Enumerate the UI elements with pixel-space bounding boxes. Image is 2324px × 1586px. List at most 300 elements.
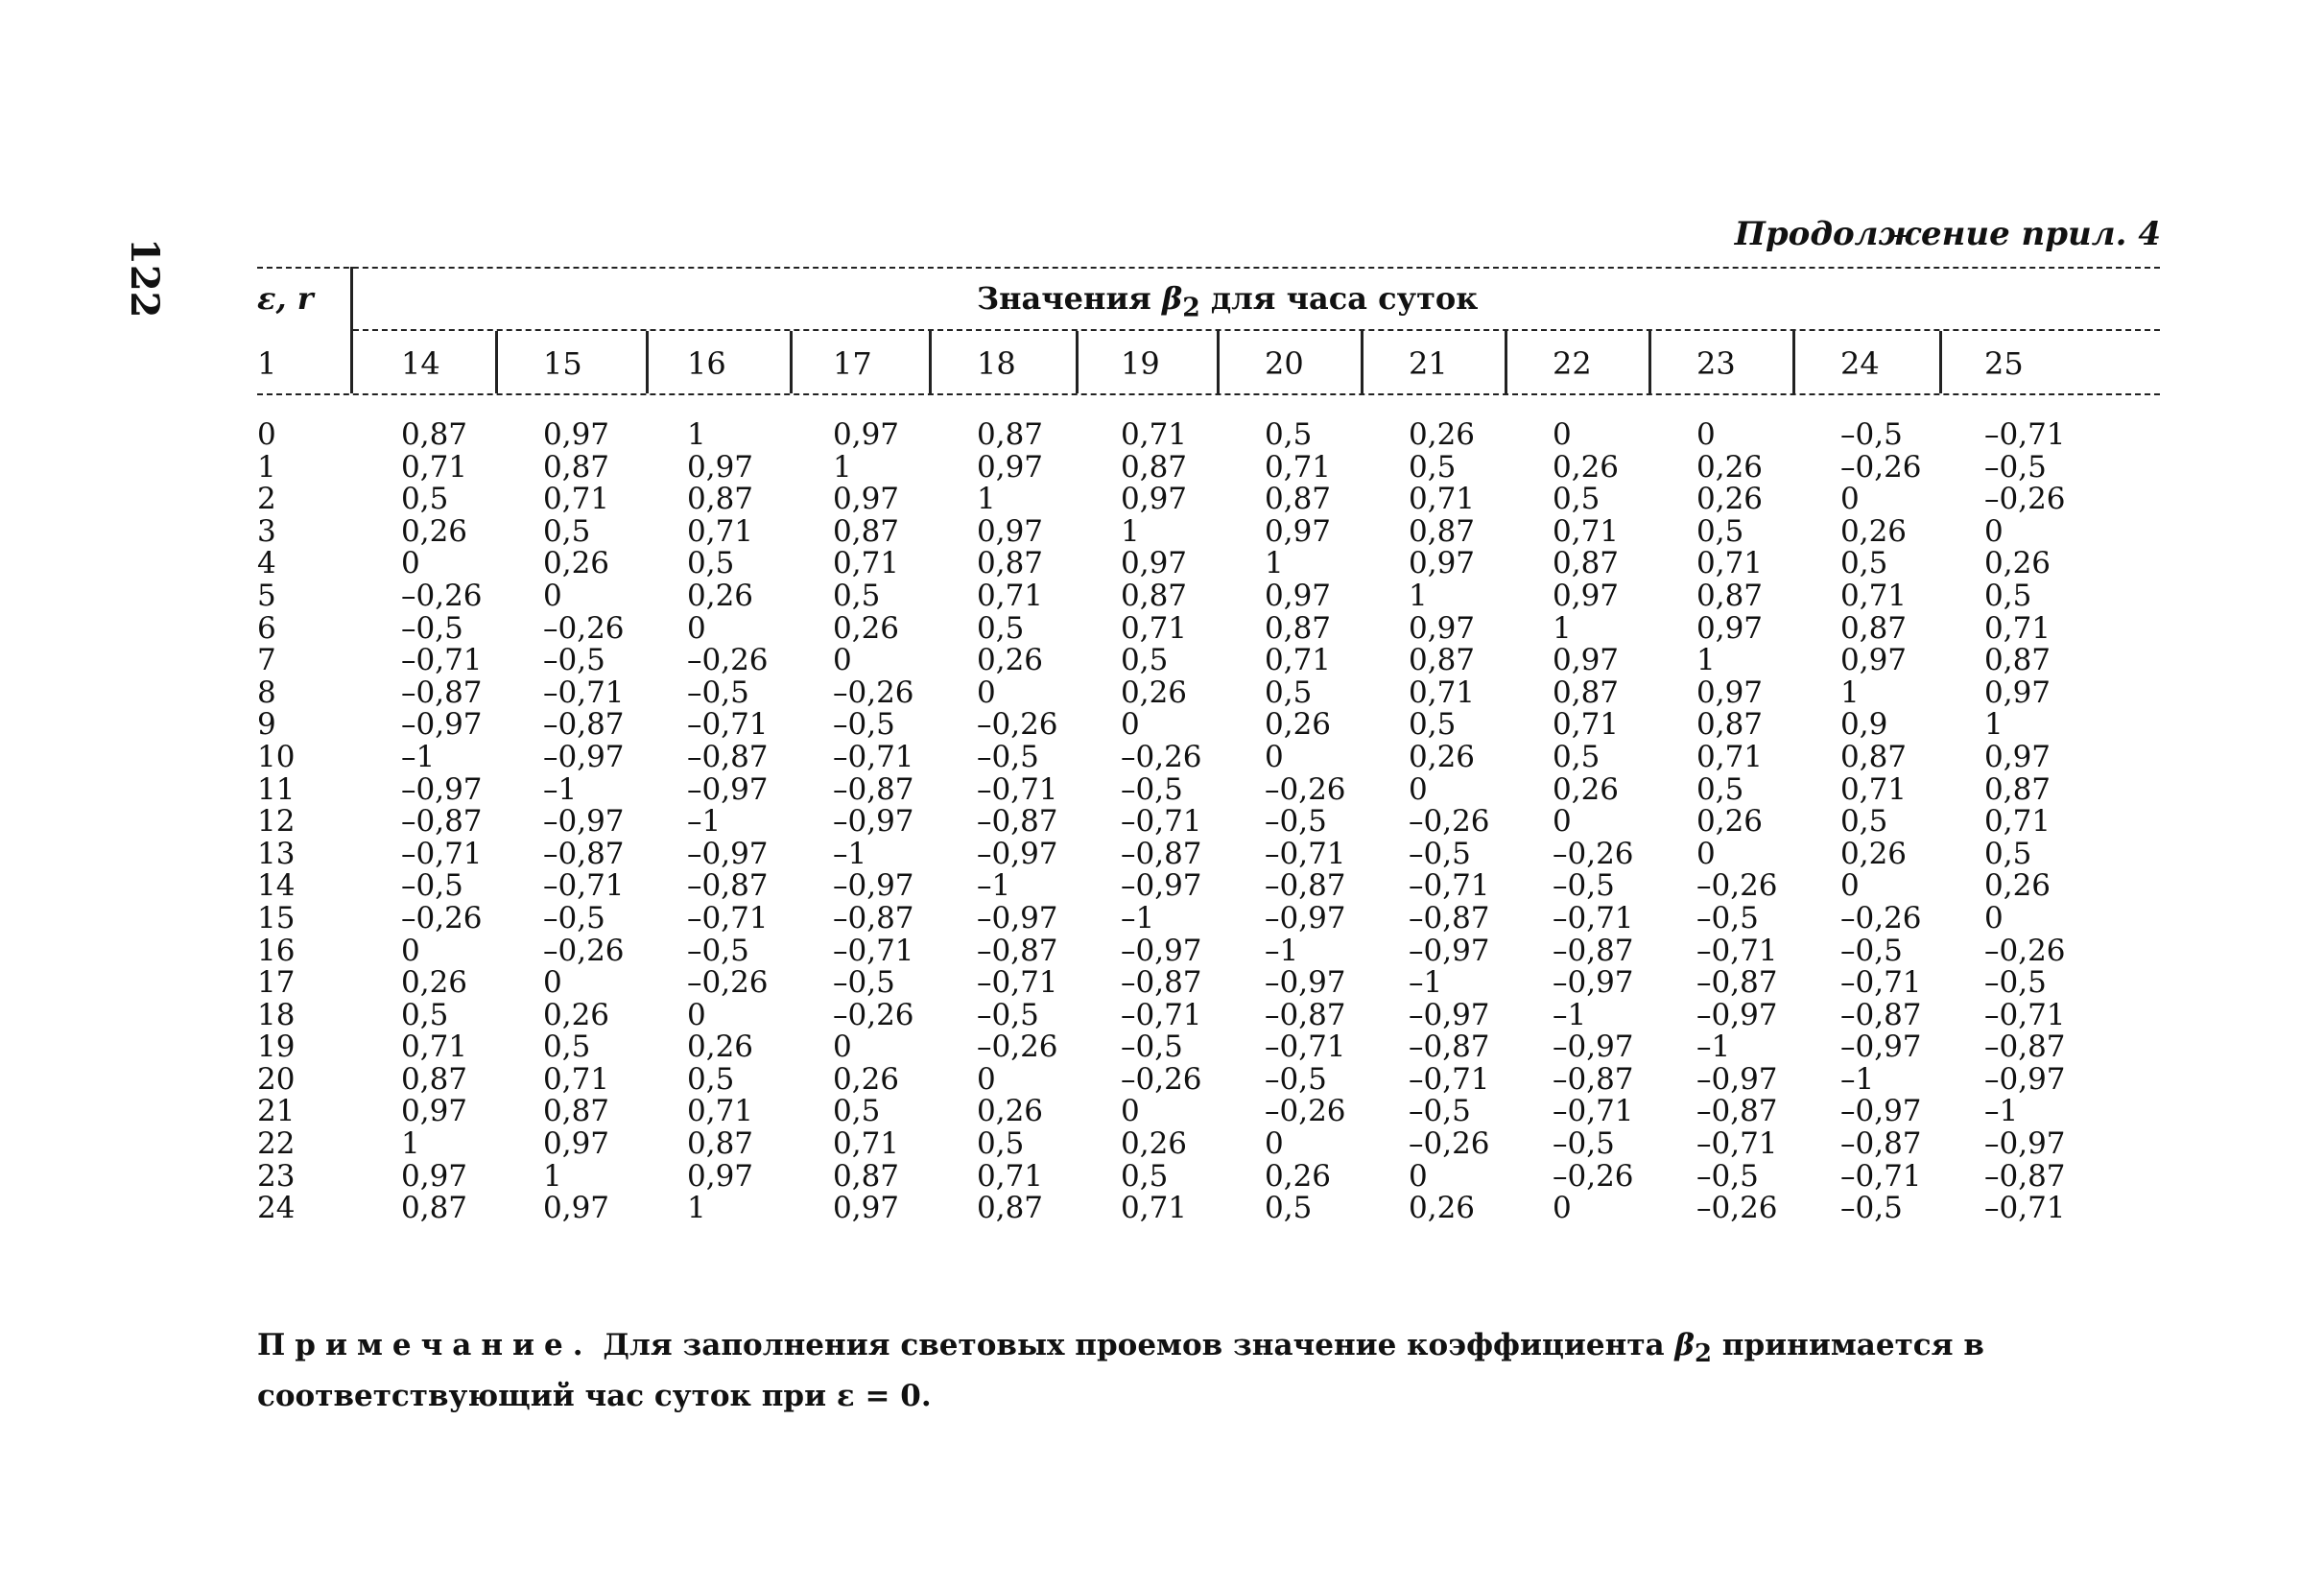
table-cell: –0,26 (1553, 836, 1634, 871)
table-cell: 0,71 (1840, 771, 1908, 807)
table-cell: 0,87 (1265, 610, 1332, 646)
table-cell: –0,97 (1840, 1030, 1922, 1065)
table-cell: 1 (1984, 707, 2004, 743)
table-cell: 0,26 (401, 513, 468, 549)
note-beta-subscript: 2 (1695, 1339, 1712, 1369)
table-cell: 1 (401, 1126, 420, 1162)
table-cell: 0,9 (1840, 707, 1888, 743)
table-cell: 0,97 (543, 1126, 610, 1162)
table-cell: –0,26 (687, 965, 769, 1001)
table-cell: 0,71 (1265, 643, 1332, 678)
table-cell: –0,97 (401, 771, 483, 807)
table-cell: –0,97 (977, 900, 1058, 935)
note-label: Примечание. (257, 1328, 593, 1362)
value-column (1696, 419, 1778, 1225)
table-cell: 0,87 (1121, 449, 1188, 485)
table-cell: –0,97 (1121, 868, 1202, 904)
table-cell: –0,5 (1553, 868, 1615, 904)
table-cell: –1 (977, 868, 1011, 904)
table-cell: –0,5 (543, 643, 605, 678)
table-cell: –1 (543, 771, 578, 807)
table-cell: 1 (543, 1158, 562, 1194)
table-cell: –0,87 (1265, 997, 1346, 1032)
table-cell: –0,71 (687, 900, 769, 935)
table-cell: 0,5 (833, 578, 881, 613)
table-cell: 0,26 (977, 643, 1044, 678)
value-column (1121, 419, 1202, 1225)
table-cell: 0,97 (1553, 643, 1620, 678)
table-cell: 0,87 (543, 449, 610, 485)
table-cell: –0,97 (1409, 933, 1490, 968)
table-cell: –0,5 (1553, 1126, 1615, 1162)
table-cell: –0,5 (401, 610, 463, 646)
table-cell: –0,71 (543, 675, 625, 710)
beta-subscript: 2 (1182, 293, 1200, 323)
beta-symbol: β (1161, 280, 1183, 317)
table-cell: –0,87 (1553, 1061, 1634, 1097)
table-cell: 0,97 (833, 1191, 900, 1226)
table-cell: –1 (1265, 933, 1299, 968)
table-cell: –0,97 (1696, 997, 1778, 1032)
table-cell: 0,71 (1984, 804, 2051, 840)
table-cell: 0 (1121, 1094, 1140, 1129)
table-cell: –0,97 (401, 707, 483, 743)
table-cell: –0,5 (1840, 417, 1903, 452)
table-cell: 0,5 (1696, 513, 1744, 549)
row-label: 15 (257, 900, 296, 935)
table-cell: 1 (1409, 578, 1428, 613)
row-label: 18 (257, 997, 296, 1032)
table-cell: 0,87 (1553, 675, 1620, 710)
table-cell: 0,26 (1121, 675, 1188, 710)
table-cell: –0,71 (833, 933, 914, 968)
row-label: 17 (257, 965, 296, 1001)
table-cell: 0,87 (833, 1158, 900, 1194)
row-label: 3 (257, 513, 276, 549)
table-cell: –0,97 (1553, 965, 1634, 1001)
table-cell: –0,5 (1984, 449, 2047, 485)
table-cell: 0,87 (1121, 578, 1188, 613)
table-cell: 0,26 (1984, 546, 2051, 581)
table-cell: –0,26 (1121, 739, 1202, 774)
table-cell: 0,87 (1553, 546, 1620, 581)
table-cell: –0,71 (1409, 1061, 1490, 1097)
table-cell: 0,87 (1409, 513, 1476, 549)
table-cell: –0,97 (543, 739, 625, 774)
table-cell: –0,26 (833, 675, 914, 710)
table-cell: –0,97 (687, 771, 769, 807)
table-cell: 0,26 (1840, 513, 1908, 549)
table-cell: –0,87 (1121, 836, 1202, 871)
table-cell: 0,5 (833, 1094, 881, 1129)
table-cell: –0,71 (1840, 1158, 1922, 1194)
table-cell: 0,97 (977, 449, 1044, 485)
table-cell: –0,26 (1696, 1191, 1778, 1226)
table-cell: 1 (1121, 513, 1140, 549)
table-cell: –0,97 (833, 868, 914, 904)
column-separator (1076, 331, 1079, 393)
table-cell: 0,97 (1409, 546, 1476, 581)
table-cell: –1 (1121, 900, 1155, 935)
table-cell: 0,5 (1696, 771, 1744, 807)
table-cell: –0,5 (1409, 836, 1471, 871)
page-number: 122 (122, 238, 167, 319)
group-header-divider (350, 267, 353, 393)
table-cell: –0,87 (1121, 965, 1202, 1001)
table-cell: 0,26 (1696, 804, 1764, 840)
table-cell: –0,87 (1696, 965, 1778, 1001)
table-cell: 0,26 (1840, 836, 1908, 871)
table-cell: –0,87 (977, 804, 1058, 840)
table-cell: –0,5 (1840, 933, 1903, 968)
table-cell: 0,87 (401, 417, 468, 452)
table-cell: 0 (1984, 513, 2004, 549)
row-label: 2 (257, 482, 276, 517)
row-label: 14 (257, 868, 296, 904)
table-cell: –0,26 (977, 707, 1058, 743)
table-cell: –1 (1840, 1061, 1875, 1097)
table-cell: –0,87 (833, 900, 914, 935)
table-cell: 0,71 (687, 1094, 754, 1129)
column-separator (1648, 331, 1651, 393)
table-cell: –1 (1984, 1094, 2019, 1129)
table-cell: 0,26 (1553, 771, 1620, 807)
table-cell: –0,87 (833, 771, 914, 807)
table-cell: 0,97 (1265, 513, 1332, 549)
table-cell: –0,87 (1840, 1126, 1922, 1162)
table-cell: –0,26 (401, 900, 483, 935)
row-label: 9 (257, 707, 276, 743)
value-column (1265, 419, 1346, 1225)
table-cell: 0,26 (1409, 1191, 1476, 1226)
table-cell: –0,5 (1840, 1191, 1903, 1226)
table-cell: 0 (977, 1061, 996, 1097)
table-cell: 0,71 (1121, 610, 1188, 646)
column-header: 18 (977, 345, 1016, 382)
table-cell: 0,26 (1409, 739, 1476, 774)
row-label-column (257, 419, 295, 1225)
table-cell: 1 (1265, 546, 1284, 581)
table-cell: –0,97 (1265, 900, 1346, 935)
column-header: 20 (1265, 345, 1304, 382)
table-cell: 0 (1840, 482, 1860, 517)
table-cell: –0,97 (977, 836, 1058, 871)
table-cell: 0,87 (543, 1094, 610, 1129)
table-cell: 0,97 (1409, 610, 1476, 646)
column-separator (646, 331, 649, 393)
table-cell: 0,97 (1840, 643, 1908, 678)
table-cell: 0 (1553, 417, 1572, 452)
table-cell: 0,71 (1409, 482, 1476, 517)
table-cell: –0,5 (687, 675, 749, 710)
table-cell: 0,87 (401, 1061, 468, 1097)
table-cell: –0,87 (1409, 1030, 1490, 1065)
table-cell: –0,97 (1840, 1094, 1922, 1129)
table-cell: 0,87 (1409, 643, 1476, 678)
table-cell: 0,5 (1121, 643, 1169, 678)
row-label: 19 (257, 1030, 296, 1065)
table-cell: 0 (1553, 1191, 1572, 1226)
row-label: 16 (257, 933, 296, 968)
value-column (687, 419, 769, 1225)
row-label: 7 (257, 643, 276, 678)
table-cell: 0 (833, 1030, 852, 1065)
table-cell: 0 (977, 675, 996, 710)
table-cell: –0,87 (401, 804, 483, 840)
table-cell: –0,71 (401, 643, 483, 678)
table-cell: 0,26 (543, 546, 610, 581)
table-cell: –0,5 (687, 933, 749, 968)
table-cell: –0,5 (977, 739, 1039, 774)
table-cell: –0,71 (977, 771, 1058, 807)
column-separator (790, 331, 793, 393)
table-cell: –0,5 (1121, 771, 1183, 807)
continuation-caption: Продолжение прил. 4 (1734, 215, 2161, 253)
table-cell: 0,97 (1121, 546, 1188, 581)
table-cell: 0,97 (833, 417, 900, 452)
table-cell: 0,71 (1696, 546, 1764, 581)
table-cell: –0,97 (543, 804, 625, 840)
table-cell: –0,5 (833, 965, 895, 1001)
row-label: 10 (257, 739, 296, 774)
value-column (543, 419, 625, 1225)
table-cell: 0 (543, 965, 562, 1001)
row-label: 13 (257, 836, 296, 871)
value-column (401, 419, 483, 1225)
table-cell: 0 (1984, 900, 2004, 935)
column-separator (1217, 331, 1220, 393)
table-cell: –0,5 (1121, 1030, 1183, 1065)
table-cell: 0,26 (1984, 868, 2051, 904)
table-cell: 0 (401, 546, 420, 581)
column-separator (1505, 331, 1507, 393)
table-cell: 0,26 (1265, 707, 1332, 743)
note-beta-symbol: β (1674, 1328, 1696, 1362)
table-cell: 0,26 (977, 1094, 1044, 1129)
table-cell: 0,26 (543, 997, 610, 1032)
table-cell: –1 (1409, 965, 1443, 1001)
table-cell: 0,87 (1840, 610, 1908, 646)
column-separator (495, 331, 498, 393)
table-cell: –0,97 (1553, 1030, 1634, 1065)
table-cell: 0,87 (687, 1126, 754, 1162)
table-cell: –0,87 (1265, 868, 1346, 904)
table-cell: 1 (1840, 675, 1860, 710)
table-cell: –0,87 (1553, 933, 1634, 968)
table-cell: –0,97 (687, 836, 769, 871)
table-cell: 0,5 (1121, 1158, 1169, 1194)
table-cell: 0,26 (1265, 1158, 1332, 1194)
table-cell: –0,97 (1409, 997, 1490, 1032)
table-cell: –0,87 (1840, 997, 1922, 1032)
row-label-column-number: 1 (257, 345, 277, 382)
table-cell: –0,71 (1840, 965, 1922, 1001)
table-cell: 0,71 (1553, 707, 1620, 743)
table-cell: –0,26 (833, 997, 914, 1032)
table-cell: –0,5 (401, 868, 463, 904)
column-header: 24 (1840, 345, 1880, 382)
table-cell: 1 (1696, 643, 1716, 678)
table-cell: –0,71 (977, 965, 1058, 1001)
table-cell: 0,97 (687, 449, 754, 485)
table-cell: –0,5 (1696, 1158, 1759, 1194)
table-cell: 0,71 (401, 1030, 468, 1065)
column-header: 14 (401, 345, 440, 382)
table-cell: 0 (1121, 707, 1140, 743)
table-cell: –0,71 (1984, 997, 2066, 1032)
table-cell: 1 (1553, 610, 1572, 646)
table-cell: 0,71 (1121, 1191, 1188, 1226)
table-cell: 0,71 (687, 513, 754, 549)
column-separator (929, 331, 932, 393)
table-cell: 0 (687, 610, 706, 646)
table-cell: 0,26 (1553, 449, 1620, 485)
column-separator (1939, 331, 1942, 393)
column-header: 21 (1409, 345, 1448, 382)
table-cell: –0,97 (833, 804, 914, 840)
group-header-rule (353, 329, 2160, 331)
row-label: 20 (257, 1061, 296, 1097)
table-cell: –0,26 (1840, 900, 1922, 935)
table-cell: 0,71 (1984, 610, 2051, 646)
table-cell: 0,5 (401, 482, 449, 517)
table-cell: –0,97 (1696, 1061, 1778, 1097)
column-header: 22 (1553, 345, 1592, 382)
table-cell: 0,97 (1984, 739, 2051, 774)
table-cell: 0,26 (687, 578, 754, 613)
table-cell: 0,97 (543, 417, 610, 452)
column-header: 19 (1121, 345, 1160, 382)
table-cell: –0,71 (543, 868, 625, 904)
value-column (1984, 419, 2066, 1225)
table-cell: –0,5 (977, 997, 1039, 1032)
table-cell: –0,26 (543, 933, 625, 968)
table-cell: 0,5 (543, 1030, 591, 1065)
table-cell: 0,71 (401, 449, 468, 485)
row-label: 24 (257, 1191, 296, 1226)
table-cell: –0,26 (1984, 482, 2066, 517)
table-cell: 0,5 (1553, 739, 1601, 774)
value-column (1553, 419, 1634, 1225)
table-cell: –0,87 (401, 675, 483, 710)
row-label: 8 (257, 675, 276, 710)
table-cell: 0,87 (1265, 482, 1332, 517)
table-cell: 0,5 (1265, 675, 1313, 710)
table-cell: –0,26 (1409, 804, 1490, 840)
table-cell: 0,5 (687, 546, 735, 581)
table-cell: 0,97 (1553, 578, 1620, 613)
table-cell: 0,71 (543, 1061, 610, 1097)
table-cell: 0,87 (1696, 578, 1764, 613)
column-separator (1792, 331, 1795, 393)
table-cell: –1 (401, 739, 436, 774)
table-cell: –0,71 (1409, 868, 1490, 904)
table-cell: 1 (833, 449, 852, 485)
table-cell: –0,87 (977, 933, 1058, 968)
row-label: 21 (257, 1094, 296, 1129)
row-label: 23 (257, 1158, 296, 1194)
table-cell: –0,5 (1409, 1094, 1471, 1129)
table-cell: –0,26 (1553, 1158, 1634, 1194)
table-cell: –0,26 (1265, 771, 1346, 807)
table-cell: 0,71 (543, 482, 610, 517)
table-cell: –0,71 (1121, 804, 1202, 840)
table-cell: –0,87 (1696, 1094, 1778, 1129)
value-column (833, 419, 914, 1225)
table-cell: –1 (687, 804, 722, 840)
column-header: 17 (833, 345, 872, 382)
table-cell: –0,5 (1265, 1061, 1327, 1097)
table-cell: 1 (977, 482, 996, 517)
table-cell: 0,87 (1984, 771, 2051, 807)
table-cell: 0,71 (1121, 417, 1188, 452)
table-cell: –0,71 (1553, 1094, 1634, 1129)
table-cell: 0,5 (1984, 578, 2032, 613)
column-header: 23 (1696, 345, 1736, 382)
table-cell: 0,5 (1840, 804, 1888, 840)
note-text-after: принимается в соответствующий час суток при ε = 0. (257, 1328, 1984, 1414)
value-column (1840, 419, 1922, 1225)
table-cell: 0,5 (1265, 1191, 1313, 1226)
table-cell: 0 (687, 997, 706, 1032)
table-cell: –0,87 (687, 739, 769, 774)
group-header-suffix: для часа суток (1210, 280, 1479, 317)
table-cell: 0,71 (833, 546, 900, 581)
table-cell: –0,87 (687, 868, 769, 904)
table-cell: 0,26 (401, 965, 468, 1001)
table-cell: –0,97 (1984, 1061, 2066, 1097)
table-cell: 0,5 (1265, 417, 1313, 452)
table-cell: –0,5 (1265, 804, 1327, 840)
table-cell: 0 (1696, 836, 1716, 871)
table-cell: –0,26 (1265, 1094, 1346, 1129)
table-cell: –0,5 (543, 900, 605, 935)
table-cell: –0,97 (1265, 965, 1346, 1001)
column-header: 16 (687, 345, 726, 382)
table-cell: –0,71 (1984, 417, 2066, 452)
column-separator (1361, 331, 1364, 393)
table-cell: –0,71 (833, 739, 914, 774)
table-cell: 0,97 (1696, 675, 1764, 710)
table-cell: 0 (543, 578, 562, 613)
row-label: 22 (257, 1126, 296, 1162)
table-cell: –0,26 (1121, 1061, 1202, 1097)
table-cell: 0,97 (1696, 610, 1764, 646)
row-label: 5 (257, 578, 276, 613)
column-number-rule (257, 393, 2160, 395)
table-cell: 0 (1265, 739, 1284, 774)
row-label: 0 (257, 417, 276, 452)
column-header: 25 (1984, 345, 2024, 382)
table-cell: –0,26 (401, 578, 483, 613)
table-cell: 0,97 (401, 1094, 468, 1129)
table-cell: –0,26 (1840, 449, 1922, 485)
table-cell: 0,26 (1696, 449, 1764, 485)
table-cell: –0,71 (687, 707, 769, 743)
table-cell: 0,5 (1984, 836, 2032, 871)
table-cell: 0,71 (977, 578, 1044, 613)
table-cell: –0,71 (1696, 1126, 1778, 1162)
table-cell: 0 (1409, 1158, 1428, 1194)
row-label: 6 (257, 610, 276, 646)
table-cell: 0,87 (977, 417, 1044, 452)
group-header-prefix: Значения (977, 280, 1151, 317)
table-cell: 1 (687, 417, 706, 452)
table-cell: –0,87 (543, 707, 625, 743)
table-cell: –0,71 (1265, 836, 1346, 871)
table-cell: –0,71 (1984, 1191, 2066, 1226)
table-cell: –1 (1553, 997, 1587, 1032)
